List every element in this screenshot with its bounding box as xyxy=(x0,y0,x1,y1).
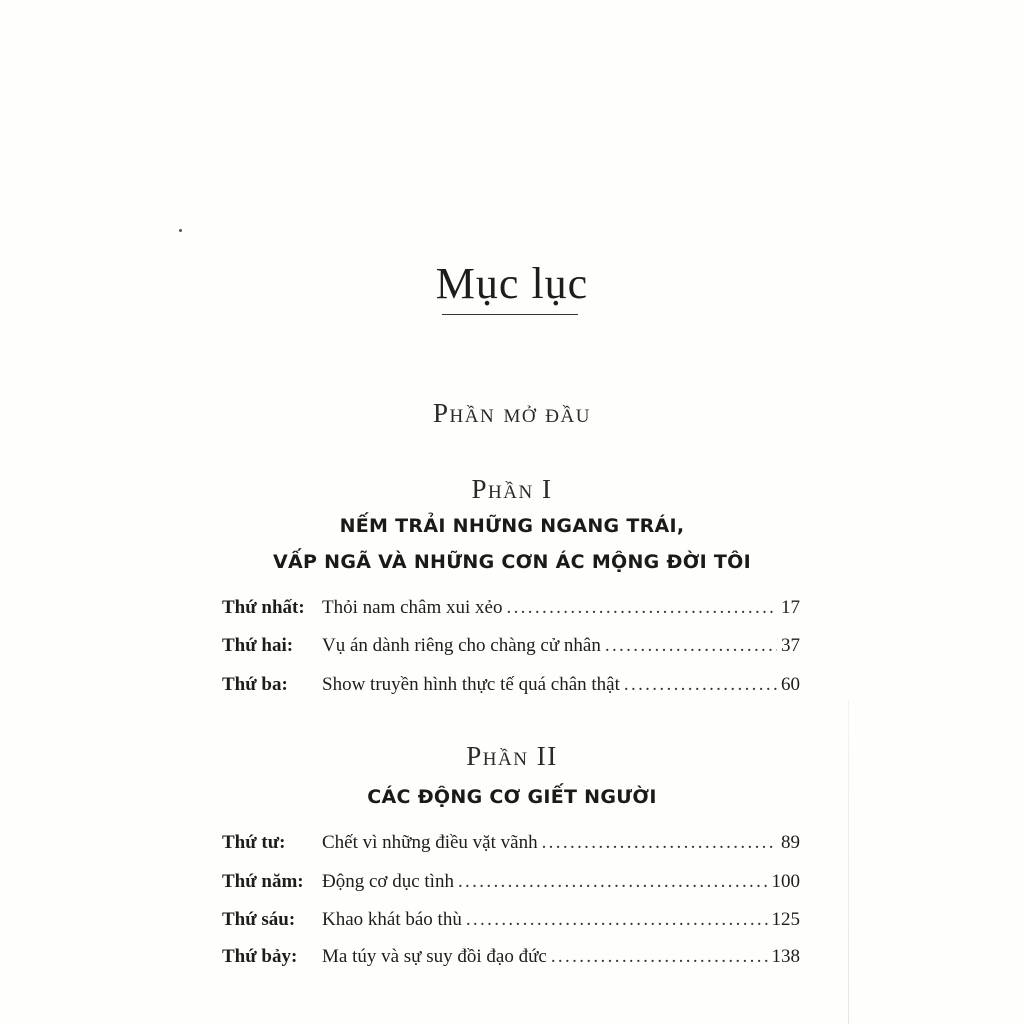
part-2-title: CÁC ĐỘNG CƠ GIẾT NGƯỜI xyxy=(367,786,657,808)
entry-label: Thứ năm: xyxy=(222,871,304,892)
dot-leader xyxy=(605,635,777,657)
toc-entry[interactable] xyxy=(222,635,800,665)
entry-page-number: 89 xyxy=(781,832,800,853)
entry-page-number: 37 xyxy=(781,635,800,656)
part-1-title-line-1: NẾM TRẢI NHỮNG NGANG TRÁI, xyxy=(339,515,685,537)
paper-speck xyxy=(179,229,182,232)
toc-entry[interactable] xyxy=(222,946,800,976)
toc-entry[interactable] xyxy=(222,674,800,704)
entry-title: Ma túy và sự suy đồi đạo đức xyxy=(322,946,547,967)
entry-title: Khao khát báo thù xyxy=(322,909,462,930)
entry-label: Thứ hai: xyxy=(222,635,294,656)
toc-entry[interactable] xyxy=(222,909,800,939)
prologue-heading: Phần mở đầu xyxy=(433,398,591,428)
dot-leader xyxy=(458,871,768,893)
entry-title: Vụ án dành riêng cho chàng cử nhân xyxy=(322,635,601,656)
title-underline xyxy=(442,314,578,315)
part-2-heading: Phần II xyxy=(466,741,558,771)
entry-title: Động cơ dục tình xyxy=(322,871,454,892)
entry-title: Chết vì những điều vặt vãnh xyxy=(322,832,538,853)
part-1-title-line-2: VẤP NGÃ VÀ NHỮNG CƠN ÁC MỘNG ĐỜI TÔI xyxy=(273,551,751,573)
entry-page-number: 17 xyxy=(781,597,800,618)
dot-leader xyxy=(542,832,777,854)
entry-title: Thỏi nam châm xui xẻo xyxy=(322,597,503,618)
entry-label: Thứ ba: xyxy=(222,674,288,695)
part-1-heading: Phần I xyxy=(471,474,553,504)
dot-leader xyxy=(506,597,777,619)
entry-title: Show truyền hình thực tế quá chân thật xyxy=(322,674,620,695)
dot-leader xyxy=(624,674,777,696)
dot-leader xyxy=(551,946,768,968)
entry-label: Thứ nhất: xyxy=(222,597,305,618)
toc-title: Mục lục xyxy=(435,259,589,308)
entry-page-number: 60 xyxy=(781,674,800,695)
toc-entry[interactable] xyxy=(222,597,800,627)
entry-page-number: 138 xyxy=(771,946,800,967)
entry-label: Thứ tư: xyxy=(222,832,286,853)
entry-page-number: 125 xyxy=(771,909,800,930)
toc-entry[interactable] xyxy=(222,832,800,862)
toc-entry[interactable] xyxy=(222,871,800,901)
entry-label: Thứ sáu: xyxy=(222,909,296,930)
entry-label: Thứ bảy: xyxy=(222,946,298,967)
dot-leader xyxy=(466,909,768,931)
entry-page-number: 100 xyxy=(771,871,800,892)
